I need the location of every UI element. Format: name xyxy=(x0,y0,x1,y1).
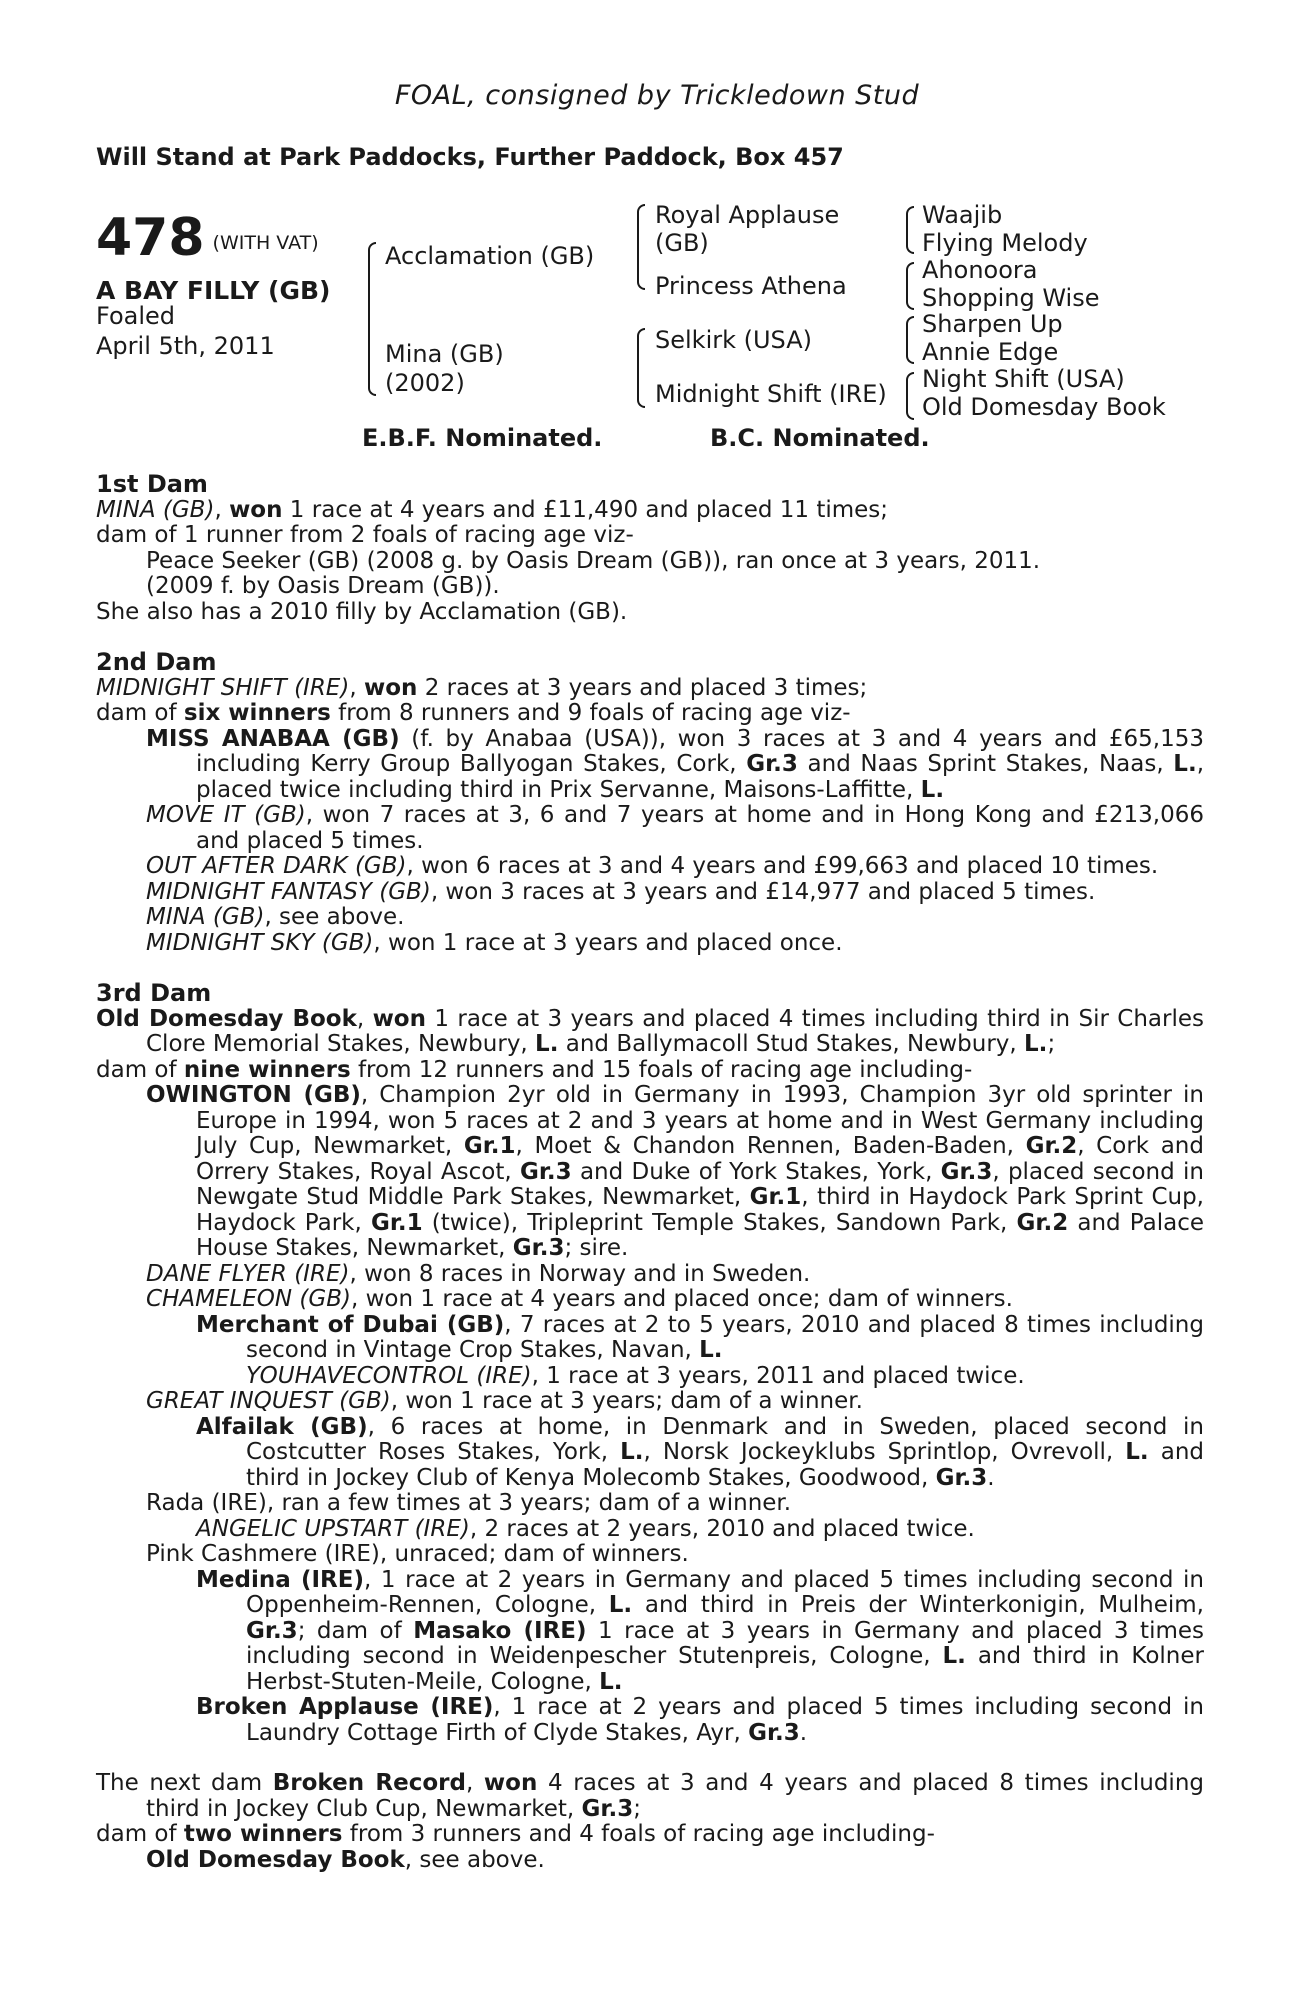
midnight-sky-entry: MIDNIGHT SKY (GB), won 1 race at 3 years and placed once. xyxy=(146,929,843,956)
foaled-label: Foaled xyxy=(96,302,176,330)
page-heading: FOAL, consigned by Trickledown Stud xyxy=(394,80,920,111)
pedigree-dds: Night Shift (USA) xyxy=(922,365,1125,393)
alfailak-entry: Alfailak (GB), 6 races at home, in Denmark and in Sweden, placed second in Costcutter Roses Stakes, York, L., Norsk Jockeyklubs Sprintlop, Ovrevoll, L. and third in Jockey Club of Kenya Molecomb Stakes, Goodwood, Gr.3. xyxy=(196,1413,1204,1491)
dane-flyer-entry: DANE FLYER (IRE), won 8 races in Norway and in Sweden. xyxy=(146,1260,811,1287)
great-inquest-entry: GREAT INQUEST (GB), won 1 race at 3 years; dam of a winner. xyxy=(146,1388,863,1414)
broken-applause-entry: Broken Applause (IRE), 1 race at 2 years and placed 5 times including second in Laundry Cottage Firth of Clyde Stakes, Ayr, Gr.3. xyxy=(196,1694,1204,1746)
pedigree-brace-main xyxy=(368,242,376,396)
medina-entry: Medina (IRE), 1 race at 2 years in Germany and placed 5 times including second in Oppenheim-Rennen, Cologne, L. and third in Preis der Winterkonigin, Mulheim, Gr.3; dam of Masako (IRE) 1 race at 3 years in Germany and placed 3 times including second in Weidenpescher Stutenpreis, Cologne, L. and third in Kolner Herbst-Stuten-Meile, Cologne, L. xyxy=(196,1566,1205,1695)
first-dam-note: She also has a 2010 filly by Acclamation (GB). xyxy=(96,598,628,625)
foaled-date: April 5th, 2011 xyxy=(96,332,275,360)
first-dam-line: MINA (GB), won 1 race at 4 years and £11,490 and placed 11 times; xyxy=(96,496,889,523)
next-dam-line: The next dam Broken Record, won 4 races at 3 and 4 years and placed 8 times including third in Jockey Club Cup, Newmarket, Gr.3; xyxy=(96,1770,1205,1822)
first-dam-title: 1st Dam xyxy=(96,470,208,498)
lot-description: A BAY FILLY (GB) xyxy=(96,276,331,305)
pedigree-dam-year: (2002) xyxy=(385,369,465,397)
angelic-upstart-entry: ANGELIC UPSTART (IRE), 2 races at 2 years, 2010 and placed twice. xyxy=(196,1515,975,1542)
merchant-of-dubai-entry: Merchant of Dubai (GB), 7 races at 2 to 5 years, 2010 and placed 8 times including second in Vintage Crop Stakes, Navan, L. xyxy=(196,1311,1204,1363)
lot-number: 478 xyxy=(96,208,205,268)
pedigree-brace-dd xyxy=(906,372,914,420)
pedigree-brace-ds xyxy=(906,316,914,364)
pedigree-sire: Acclamation (GB) xyxy=(385,242,595,270)
pedigree-brace-sd xyxy=(906,262,914,310)
catalogue-body xyxy=(96,472,1204,1873)
pedigree-sds: Ahonoora xyxy=(922,256,1038,284)
next-dam-produce: dam of two winners from 3 runners and 4 foals of racing age including- xyxy=(96,1821,935,1847)
pedigree-dd: Midnight Shift (IRE) xyxy=(655,380,887,408)
youhavecontrol-entry: YOUHAVECONTROL (IRE), 1 race at 3 years, 2011 and placed twice. xyxy=(246,1362,1025,1389)
pedigree-brace-dam xyxy=(637,328,645,408)
pedigree-sdd: Shopping Wise xyxy=(922,284,1100,312)
first-dam-foal-2: (2009 f. by Oasis Dream (GB)). xyxy=(146,573,500,599)
mina-entry: MINA (GB), see above. xyxy=(146,904,405,930)
pedigree-dss: Sharpen Up xyxy=(922,310,1063,338)
pedigree-brace-ss xyxy=(906,206,914,254)
lot-header xyxy=(96,208,319,268)
owington-entry: OWINGTON (GB), Champion 2yr old in Germany in 1993, Champion 3yr old sprinter in Europe in 1994, won 5 races at 2 and 3 years at home and in West Germany including July Cup, Newmarket, Gr.1, Moet & Chandon Rennen, Baden-Baden, Gr.2, Cork and Orrery Stakes, Royal Ascot, Gr.3 and Duke of York Stakes, York, Gr.3, placed second in Newgate Stud Middle Park Stakes, Newmarket, Gr.1, third in Haydock Park Sprint Cup, Haydock Park, Gr.1 (twice), Tripleprint Temple Stakes, Sandown Park, Gr.2 and Palace House Stakes, Newmarket, Gr.3; sire. xyxy=(146,1082,1205,1261)
old-domesday-book-line: Old Domesday Book, won 1 race at 3 years and placed 4 times including third in Sir Charles Clore Memorial Stakes, Newbury, L. and Ballymacoll Stud Stakes, Newbury, L.; xyxy=(96,1005,1204,1057)
stand-location: Will Stand at Park Paddocks, Further Paddock, Box 457 xyxy=(96,143,844,171)
pedigree-ss-1: Royal Applause xyxy=(655,201,840,229)
pedigree-ssd: Flying Melody xyxy=(922,229,1088,257)
pink-cashmere-entry: Pink Cashmere (IRE), unraced; dam of winners. xyxy=(146,1541,689,1567)
second-dam-title: 2nd Dam xyxy=(96,648,217,676)
second-dam-line: MIDNIGHT SHIFT (IRE), won 2 races at 3 years and placed 3 times; xyxy=(96,674,868,701)
pedigree-ss-2: (GB) xyxy=(655,229,709,257)
pedigree-ddd: Old Domesday Book xyxy=(922,393,1166,421)
pedigree-sd: Princess Athena xyxy=(655,272,847,300)
next-dam-foal: Old Domesday Book, see above. xyxy=(146,1846,545,1873)
midnight-fantasy-entry: MIDNIGHT FANTASY (GB), won 3 races at 3 years and £14,977 and placed 5 times. xyxy=(146,878,1096,905)
pedigree-sss: Waajib xyxy=(922,201,1003,229)
lot-vat: (WITH VAT) xyxy=(212,232,319,254)
first-dam-produce: dam of 1 runner from 2 foals of racing age viz- xyxy=(96,522,634,548)
move-it-entry: MOVE IT (GB), won 7 races at 3, 6 and 7 years at home and in Hong Kong and £213,066 and placed 5 times. xyxy=(146,802,1204,854)
pedigree-dsd: Annie Edge xyxy=(922,338,1059,366)
pedigree-dam-name: Mina (GB) xyxy=(385,340,504,368)
rada-entry: Rada (IRE), ran a few times at 3 years; dam of a winner. xyxy=(146,1490,792,1516)
chameleon-entry: CHAMELEON (GB), won 1 race at 4 years and placed once; dam of winners. xyxy=(146,1286,1013,1312)
first-dam-foal-1: Peace Seeker (GB) (2008 g. by Oasis Dream (GB)), ran once at 3 years, 2011. xyxy=(146,547,1041,574)
third-dam-title: 3rd Dam xyxy=(96,979,212,1007)
pedigree-ds: Selkirk (USA) xyxy=(655,326,813,354)
ebf-nomination: E.B.F. Nominated. xyxy=(362,424,603,452)
bc-nomination: B.C. Nominated. xyxy=(710,424,930,452)
second-dam-produce: dam of six winners from 8 runners and 9 foals of racing age viz- xyxy=(96,700,851,726)
out-after-dark-entry: OUT AFTER DARK (GB), won 6 races at 3 and 4 years and £99,663 and placed 10 times. xyxy=(146,853,1159,879)
third-dam-produce: dam of nine winners from 12 runners and 15 foals of racing age including- xyxy=(96,1056,973,1083)
pedigree-brace-sire xyxy=(637,204,645,290)
miss-anabaa-entry: MISS ANABAA (GB) (f. by Anabaa (USA)), won 3 races at 3 and 4 years and £65,153 including Kerry Group Ballyogan Stakes, Cork, Gr.3 and Naas Sprint Stakes, Naas, L., placed twice including third in Prix Servanne, Maisons-Laffitte, L. xyxy=(146,725,1205,803)
